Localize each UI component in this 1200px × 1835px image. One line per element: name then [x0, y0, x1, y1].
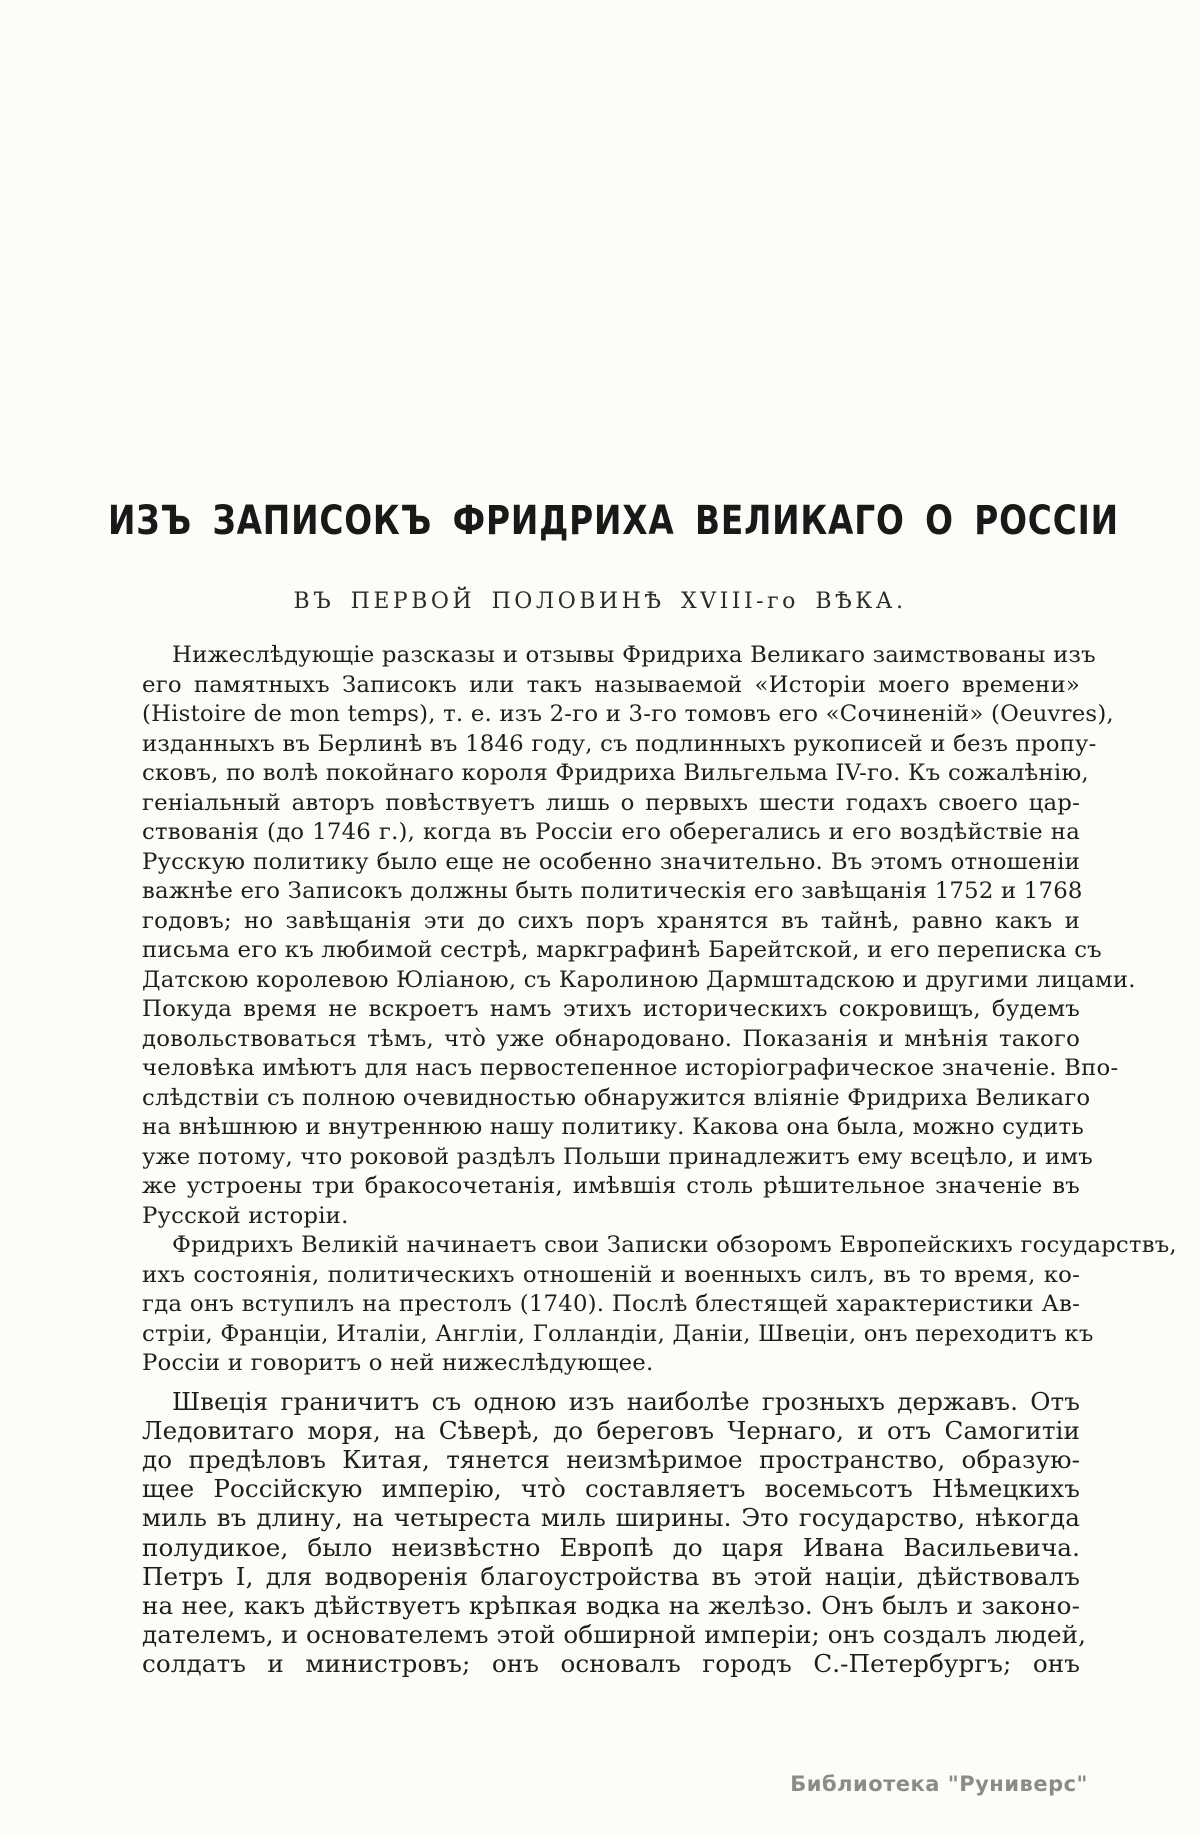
- page-subtitle: ВЪ ПЕРВОЙ ПОЛОВИНѢ XVIII-го ВѢКА.: [293, 589, 907, 614]
- text-line: миль въ длину, на четыреста миль ширины. Это государство, нѣкогда: [142, 1503, 1080, 1533]
- text-column: [142, 641, 1177, 1679]
- text-line: Фридрихъ Великій начинаетъ свои Записки обзоромъ Европейскихъ государствъ,: [172, 1232, 1177, 1258]
- text-line: годовъ; но завѣщанія эти до сихъ поръ хранятся въ тайнѣ, равно какъ и: [142, 907, 1080, 934]
- text-line: слѣдствіи съ полною очевидностью обнаружится вліяніе Фридриха Великаго: [142, 1084, 1091, 1111]
- paragraph-overview: [142, 1231, 1177, 1379]
- text-line: письма его къ любимой сестрѣ, маркграфинѣ Барейтской, и его переписка съ: [142, 937, 1102, 963]
- text-line: уже потому, что роковой раздѣлъ Польши принадлежитъ ему всецѣло, и имъ: [142, 1143, 1093, 1170]
- paragraph-intro: [142, 641, 1136, 1231]
- text-line: щее Россійскую имперію, что̀ составляетъ восемьсотъ Нѣмецкихъ: [142, 1474, 1080, 1504]
- text-line: на внѣшнюю и внутреннюю нашу политику. Какова она была, можно судить: [142, 1114, 1084, 1140]
- text-line: на нее, какъ дѣйствуетъ крѣпкая водка на желѣзо. Онъ былъ и законо-: [142, 1590, 1080, 1620]
- text-line: Нижеслѣдующіе разсказы и отзывы Фридриха Великаго заимствованы изъ: [172, 642, 1096, 668]
- text-line: дателемъ, и основателемъ этой обширной имперіи; онъ создалъ людей,: [142, 1620, 1087, 1650]
- text-line: его памятныхъ Записокъ или такъ называемой «Исторіи моего времени»: [142, 671, 1080, 698]
- text-line: Русскую политику было еще не особенно значительно. Въ этомъ отношеніи: [142, 848, 1080, 875]
- text-line: Ледовитаго моря, на Сѣверѣ, до береговъ Чернаго, и отъ Самогитіи: [142, 1415, 1080, 1445]
- text-line: геніальный авторъ повѣствуетъ лишь о первыхъ шести годахъ своего цар-: [142, 789, 1080, 816]
- text-line: солдатъ и министровъ; онъ основалъ городъ С.-Петербургъ; онъ: [142, 1649, 1080, 1679]
- text-line: Покуда время не вскроетъ намъ этихъ историческихъ сокровищъ, будемъ: [142, 996, 1080, 1022]
- text-line: Петръ I, для водворенія благоустройства въ этой націи, дѣйствовалъ: [142, 1561, 1080, 1591]
- text-line: Россіи и говоритъ о ней нижеслѣдующее.: [142, 1350, 654, 1376]
- text-line: же устроены три бракосочетанія, имѣвшія столь рѣшительное значеніе въ: [142, 1173, 1080, 1199]
- text-line: стріи, Франціи, Италіи, Англіи, Голландіи, Даніи, Швеціи, онъ переходитъ къ: [142, 1320, 1094, 1347]
- text-line: сковъ, по волѣ покойнаго короля Фридриха Вильгельма IV-го. Къ сожалѣнію,: [142, 760, 1089, 786]
- page-title: ИЗЪ ЗАПИСОКЪ ФРИДРИХА ВЕЛИКАГО О РОССІИ: [108, 498, 1119, 544]
- text-line: Датскою королевою Юліаною, съ Каролиною Дармштадскою и другими лицами.: [142, 966, 1136, 993]
- text-line: Русской исторіи.: [142, 1202, 349, 1229]
- text-line: важнѣе его Записокъ должны быть политическія его завѣщанія 1752 и 1768: [142, 878, 1083, 904]
- text-line: изданныхъ въ Берлинѣ въ 1846 году, съ подлинныхъ рукописей и безъ пропу-: [142, 730, 1097, 757]
- text-line: (Histoire de mon temps), т. е. изъ 2-го и 3-го томовъ его «Сочиненій» (Oeuvres),: [142, 701, 1114, 727]
- library-watermark: Библиотека "Руниверс": [790, 1772, 1088, 1796]
- text-line: полудикое, было неизвѣстно Европѣ до царя Ивана Васильевича.: [142, 1532, 1080, 1562]
- text-line: ствованія (до 1746 г.), когда въ Россіи его оберегались и его воздѣйствіе на: [142, 819, 1080, 845]
- text-line: человѣка имѣютъ для насъ первостепенное исторіографическое значеніе. Впо-: [142, 1055, 1119, 1081]
- paragraph-quote: [142, 1386, 1087, 1679]
- text-line: Швеція граничитъ съ одною изъ наиболѣе грозныхъ державъ. Отъ: [172, 1386, 1080, 1416]
- text-line: до предѣловъ Китая, тянется неизмѣримое пространство, образую-: [142, 1444, 1080, 1474]
- text-line: довольствоваться тѣмъ, что̀ уже обнародовано. Показанія и мнѣнія такого: [142, 1025, 1080, 1052]
- text-line: гда онъ вступилъ на престолъ (1740). Послѣ блестящей характеристики Ав-: [142, 1291, 1080, 1317]
- text-line: ихъ состоянія, политическихъ отношеній и военныхъ силъ, въ то время, ко-: [142, 1261, 1080, 1288]
